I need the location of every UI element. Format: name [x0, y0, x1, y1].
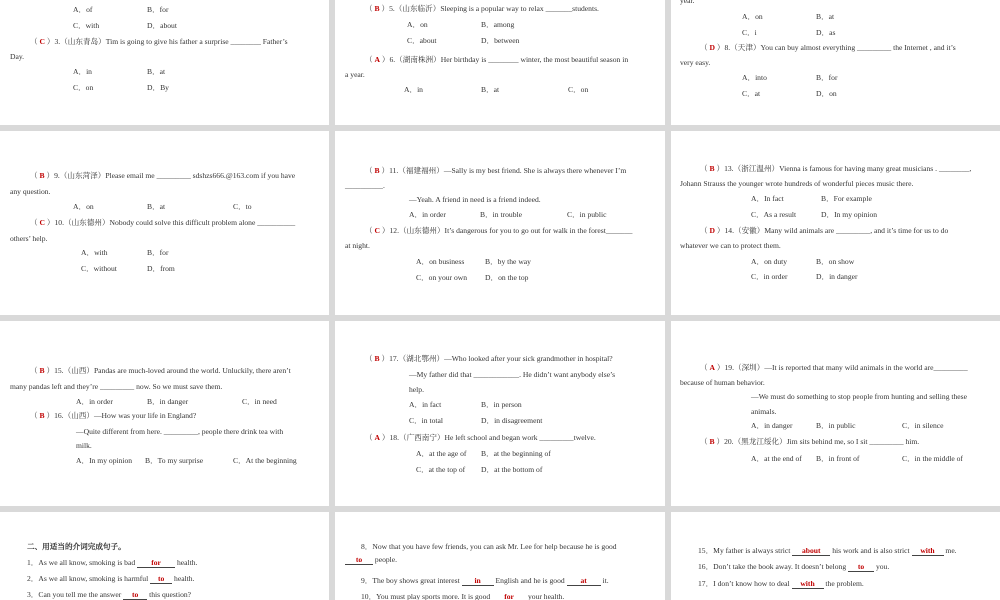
option-c: C．i [742, 28, 757, 37]
option-a: A．in order [76, 397, 113, 406]
answer-blank: about [792, 546, 830, 556]
option-b: B．To my surprise [145, 456, 204, 465]
section-heading: 二、用适当的介词完成句子。 [27, 542, 126, 551]
question-16: （ B ）16.（山西）—How was your life in England? [30, 411, 197, 420]
fill-sentence-16: 16．Don’t take the book away. It doesn’t belong to you. [698, 562, 890, 571]
answer-letter: B [374, 354, 380, 363]
option-b: B．in public [816, 421, 856, 430]
question-15-cont: many pandas left and they’re _________ now. So we must save them. [10, 382, 223, 391]
option-c: C．on [73, 83, 94, 92]
option-b: B．at [816, 12, 835, 21]
option-a: A．In my opinion [76, 456, 133, 465]
question-12-cont: at night. [345, 241, 370, 250]
option-c: C．in silence [902, 421, 944, 430]
question-12: （ C ）12.（山东德州）It’s dangerous for you to go out for walk in the forest_______ [365, 226, 633, 235]
option-a: A．with [81, 248, 108, 257]
answer-letter: C [374, 226, 380, 235]
answer-letter: A [709, 363, 715, 372]
option-c: C．to [233, 202, 252, 211]
question-8: （ D ）8.（天津）You can buy almost everything _________ the Internet , and it’s [700, 43, 956, 52]
question-6: （ A ）6.（湖南株洲）Her birthday is ________ winter, the most beautiful season in [365, 55, 629, 64]
slide-9 [671, 321, 1000, 506]
question-19-cont: because of human behavior. [680, 378, 765, 387]
fill-sentence-17: 17．I don’t know how to deal with the problem. [698, 579, 864, 588]
option-d: D．on [816, 89, 837, 98]
fill-sentence-9: 9．The boy shows great interest in English and he is good at it. [361, 576, 609, 585]
answer-letter: C [39, 218, 45, 227]
option-c: C．without [81, 264, 117, 273]
option-b: B．at [147, 67, 166, 76]
slide-12 [671, 512, 1000, 600]
question-5: （ B ）5.（山东临沂）Sleeping is a popular way to relax _______students. [365, 4, 599, 13]
option-b: B．at [147, 202, 166, 211]
option-b: B．in trouble [480, 210, 522, 219]
option-c: C．in public [567, 210, 607, 219]
option-a: A．at the age of [416, 449, 467, 458]
option-d: D．about [147, 21, 177, 30]
option-d: D．as [816, 28, 836, 37]
option-c: C．in total [409, 416, 443, 425]
answer-letter: B [39, 411, 45, 420]
answer-blank: with [912, 546, 944, 556]
option-a: A．in [73, 67, 92, 76]
option-a: A．in [404, 85, 423, 94]
option-d: D．from [147, 264, 175, 273]
answer-blank: for [137, 558, 175, 568]
reply-line: —Yeah. A friend in need is a friend indeed. [409, 195, 541, 204]
question-15: （ B ）15.（山西）Pandas are much-loved around the world. Unluckily, there aren’t [30, 366, 291, 375]
fill-sentence-1: 1．As we all know, smoking is bad for health. [27, 558, 198, 567]
fill-sentence-15: 15．My father is always strict about his work and is also strict with me. [698, 546, 957, 555]
reply-line-cont: milk. [76, 441, 92, 450]
answer-letter: B [39, 171, 45, 180]
question-11-cont: __________. [345, 181, 385, 190]
fill-sentence-8: 8．Now that you have few friends, you can ask Mr. Lee for help because he is good [361, 542, 617, 551]
fill-sentence-3: 3．Can you tell me the answer to this question? [27, 590, 192, 599]
option-b: B．in danger [147, 397, 189, 406]
reply-line: —My father did that ____________. He didn’t want anybody else’s [409, 370, 616, 379]
answer-letter: C [39, 37, 45, 46]
slide-7 [0, 321, 329, 506]
question-17: （ B ）17.（湖北鄂州）—Who looked after your sick grandmother in hospital? [365, 354, 613, 363]
answer-blank: with [792, 579, 824, 589]
option-b: B．among [481, 20, 515, 29]
answer-blank: in [462, 576, 494, 586]
reply-line: —Quite different from here. _________, people there drink tea with [76, 427, 284, 436]
slide-6 [671, 131, 1000, 315]
slide-11 [335, 512, 665, 600]
answer-blank: for [492, 592, 526, 600]
answer-letter: D [709, 43, 715, 52]
answer-blank: to [345, 555, 373, 565]
question-14-cont: whatever we can to protect them. [680, 241, 781, 250]
slide-5 [335, 131, 665, 315]
answer-blank: at [567, 576, 601, 586]
answer-letter: A [374, 433, 380, 442]
question-10: （ C ）10.（山东德州）Nobody could solve this difficult problem alone __________ [30, 218, 296, 227]
option-b: B．in person [481, 400, 522, 409]
option-d: D．in disagreement [481, 416, 543, 425]
option-a: A．in order [409, 210, 446, 219]
option-b: B．For example [821, 194, 872, 203]
option-c: C．in the middle of [902, 454, 963, 463]
slide-2 [335, 0, 665, 125]
answer-letter: B [374, 166, 380, 175]
option-c: C．As a result [751, 210, 797, 219]
answer-letter: B [709, 437, 715, 446]
option-c: C．in order [751, 272, 788, 281]
option-a: A．in danger [751, 421, 793, 430]
question-9: （ B ）9.（山东菏泽）Please email me _________ sdshzs666.@163.com if you have [30, 171, 296, 180]
reply-line-cont: animals. [751, 407, 777, 416]
question-7-cont: year. [680, 0, 695, 5]
option-c: C．about [407, 36, 437, 45]
option-d: D．By [147, 83, 169, 92]
option-a: A．In fact [751, 194, 784, 203]
option-c: C．in need [242, 397, 277, 406]
option-d: D．In my opinion [821, 210, 878, 219]
option-d: D．between [481, 36, 520, 45]
option-d: D．in danger [816, 272, 858, 281]
answer-letter: B [374, 4, 380, 13]
option-d: D．on the top [485, 273, 529, 282]
question-3-cont: Day. [10, 52, 25, 61]
reply-line-cont: help. [409, 385, 424, 394]
fill-sentence-10: 10．You must play sports more. It is good for your health. [361, 592, 565, 600]
question-18: （ A ）18.（广西南宁）He left school and began work _________twelve. [365, 433, 596, 442]
question-19: （ A ）19.（深圳）—It is reported that many wild animals in the world are_________ [700, 363, 968, 372]
option-b: B．at [481, 85, 500, 94]
question-6-cont: a year. [345, 70, 365, 79]
option-c: C．at the top of [416, 465, 466, 474]
answer-blank: to [123, 590, 147, 600]
option-c: C．on your own [416, 273, 468, 282]
option-b: B．for [816, 73, 838, 82]
answer-letter: B [709, 164, 715, 173]
option-b: B．in front of [816, 454, 860, 463]
option-a: A．on [407, 20, 428, 29]
option-a: A．of [73, 5, 93, 14]
slide-3 [671, 0, 1000, 125]
question-20: （ B ）20.（黑龙江绥化）Jim sits behind me, so I sit _________ him. [700, 437, 920, 446]
answer-letter: D [709, 226, 715, 235]
option-a: A．at the end of [751, 454, 802, 463]
question-10-cont: others’ help. [10, 234, 48, 243]
option-a: A．into [742, 73, 767, 82]
answer-blank: to [848, 562, 874, 572]
option-b: B．for [147, 248, 169, 257]
slide-10 [0, 512, 329, 600]
question-11: （ B ）11.（福建福州）—Sally is my best friend. She is always there whenever I’m [365, 166, 627, 175]
answer-letter: B [39, 366, 45, 375]
answer-blank: to [150, 574, 172, 584]
option-d: D．at the bottom of [481, 465, 543, 474]
option-b: B．on show [816, 257, 855, 266]
slide-8 [335, 321, 665, 506]
question-3: （ C ）3.（山东青岛）Tim is going to give his father a surprise ________ Father’s [30, 37, 288, 46]
option-b: B．by the way [485, 257, 531, 266]
question-8-cont: very easy. [680, 58, 711, 67]
option-a: A．on [73, 202, 94, 211]
option-c: C．on [568, 85, 589, 94]
question-9-cont: any question. [10, 187, 51, 196]
option-c: C．at [742, 89, 761, 98]
option-b: B．for [147, 5, 169, 14]
slide-4 [0, 131, 329, 315]
reply-line: —We must do something to stop people from hunting and selling these [751, 392, 967, 401]
question-13-cont: Johann Strauss the younger wrote hundreds of wonderful pieces music there. [680, 179, 914, 188]
option-a: A．in fact [409, 400, 442, 409]
option-c: C．At the beginning [233, 456, 297, 465]
option-a: A．on duty [751, 257, 788, 266]
slide-1 [0, 0, 329, 125]
question-13: （ B ）13.（浙江温州）Vienna is famous for having many great musicians . ________, [700, 164, 972, 173]
answer-letter: A [374, 55, 380, 64]
option-c: C．with [73, 21, 100, 30]
question-14: （ D ）14.（安徽）Many wild animals are _________, and it’s time for us to do [700, 226, 949, 235]
option-b: B．at the beginning of [481, 449, 551, 458]
fill-sentence-8-cont: to people. [345, 555, 397, 565]
option-a: A．on business [416, 257, 465, 266]
fill-sentence-2: 2．As we all know, smoking is harmful to health. [27, 574, 195, 583]
option-a: A．on [742, 12, 763, 21]
